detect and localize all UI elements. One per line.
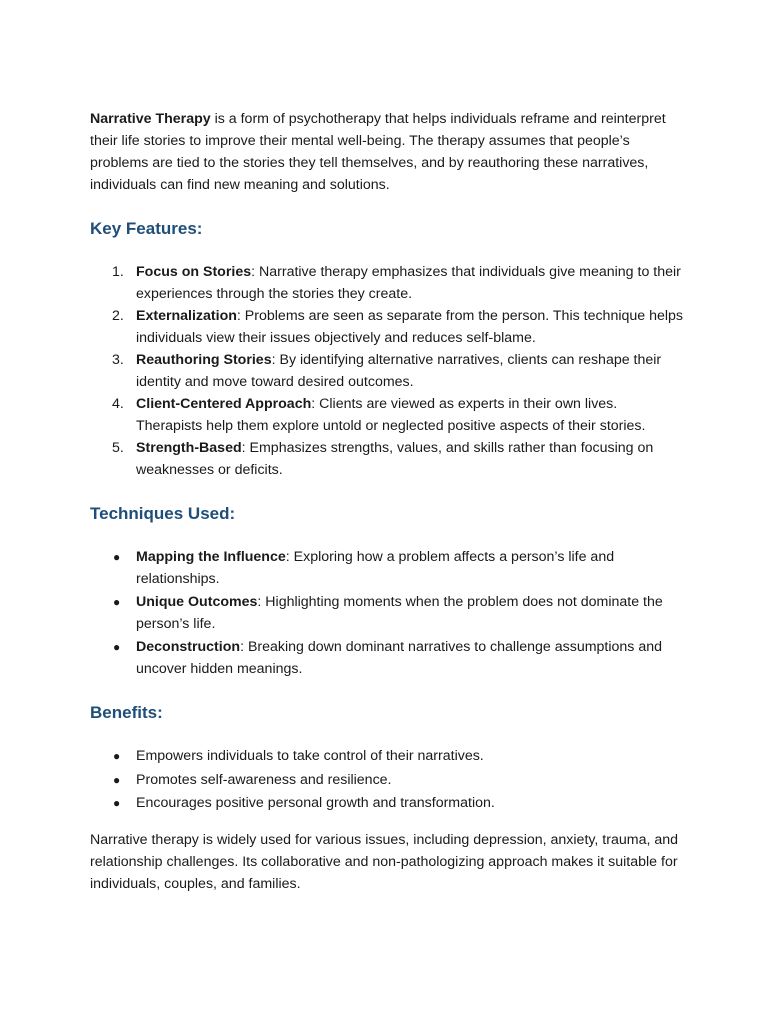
- techniques-heading: Techniques Used:: [90, 504, 236, 523]
- bullet-icon: ●: [113, 772, 121, 787]
- item-term: Client-Centered Approach: [136, 396, 312, 412]
- bullet-icon: ●: [113, 796, 121, 810]
- list-item: [90, 261, 686, 305]
- list-number: 4.: [112, 396, 124, 412]
- intro-term: Narrative Therapy: [90, 111, 211, 127]
- item-text: : Problems are seen as separate from the person. This technique helps individuals view their issues objectively and reduces self-blame.: [136, 308, 684, 346]
- item-text: : Emphasizes strengths, values, and skills rather than focusing on weaknesses or deficits.: [136, 440, 654, 478]
- list-number: 2.: [112, 308, 124, 324]
- item-text: Encourages positive personal growth and transformation.: [136, 795, 495, 811]
- list-item: [90, 305, 686, 349]
- list-item: [90, 792, 686, 815]
- list-item: [90, 745, 686, 768]
- intro-paragraph: [90, 108, 680, 196]
- closing-paragraph: Narrative therapy is widely used for various issues, including depression, anxiety, trauma, and relationship challenges. Its collaborative and non-pathologizing approach makes it suitable for individuals, couples, and families.: [90, 831, 679, 892]
- key-features-heading: Key Features:: [90, 219, 203, 238]
- benefits-list: [90, 745, 678, 815]
- benefits-heading: Benefits:: [90, 703, 163, 722]
- list-item: [90, 546, 686, 590]
- item-term: Mapping the Influence: [136, 549, 286, 565]
- list-number: 5.: [112, 440, 124, 456]
- list-item: [90, 349, 686, 393]
- list-item: [90, 636, 686, 680]
- list-item: [90, 769, 686, 792]
- item-term: Reauthoring Stories: [136, 352, 272, 368]
- list-number: 3.: [112, 352, 124, 368]
- key-features-list: [90, 261, 684, 481]
- list-item: [90, 393, 686, 437]
- item-text: : Exploring how a problem affects a person’s life and relationships.: [136, 549, 615, 587]
- item-term: Externalization: [136, 308, 237, 324]
- item-text: : Highlighting moments when the problem does not dominate the person’s life.: [136, 594, 663, 632]
- bullet-icon: ●: [113, 595, 121, 609]
- item-text: Empowers individuals to take control of their narratives.: [136, 748, 484, 764]
- list-item: [90, 437, 686, 481]
- intro-text: is a form of psychotherapy that helps individuals reframe and reinterpret their life stories to improve their mental well-being. The therapy assumes that people’s problems are tied to the stories they tell themselves, and by reauthoring these narratives, individuals can find new meaning and solutions.: [90, 111, 666, 193]
- bullet-icon: ●: [113, 749, 121, 763]
- bullet-icon: ●: [113, 550, 121, 564]
- item-text: : Clients are viewed as experts in their own lives. Therapists help them explore untold or neglected positive aspects of their stories.: [136, 396, 646, 434]
- item-text: Promotes self-awareness and resilience.: [136, 771, 392, 788]
- item-term: Deconstruction: [136, 639, 241, 655]
- item-text: : Breaking down dominant narratives to challenge assumptions and uncover hidden meanings.: [136, 639, 662, 677]
- item-term: Strength-Based: [136, 440, 242, 456]
- item-term: Focus on Stories: [136, 264, 252, 280]
- item-text: : By identifying alternative narratives, clients can reshape their identity and move toward desired outcomes.: [136, 352, 662, 390]
- list-number: 1.: [112, 264, 124, 280]
- techniques-list: [90, 546, 678, 680]
- item-text: : Narrative therapy emphasizes that individuals give meaning to their experiences through the stories they create.: [136, 264, 681, 302]
- item-term: Unique Outcomes: [136, 594, 258, 610]
- list-item: [90, 591, 686, 635]
- bullet-icon: ●: [113, 640, 121, 654]
